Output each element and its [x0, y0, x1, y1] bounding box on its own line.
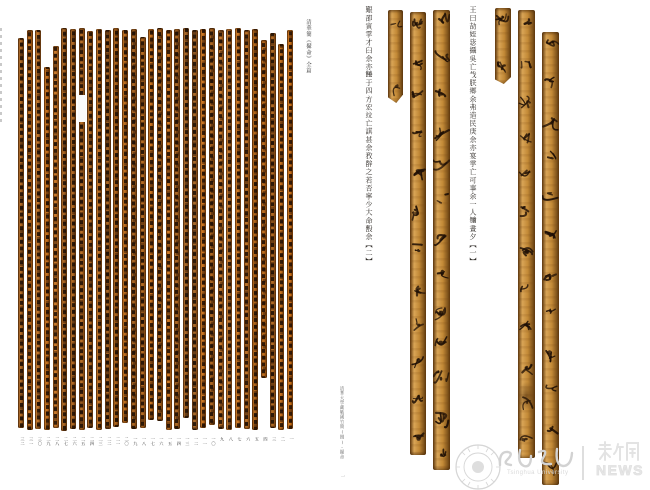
university-name-en: Tsinghua University — [507, 470, 569, 476]
transcription-column-1: 王曰劼姪毖攝吳亡𢦏朕鄉余弗造民庚余亦宴𩁹亡可事余一人𣍐晝夕【一】 — [469, 6, 477, 266]
tsinghua-news-watermark — [450, 438, 650, 490]
slip-number: 一 — [289, 437, 295, 442]
news-wordmark: NEWS — [596, 462, 644, 478]
slip-ink-glyphs — [388, 10, 403, 103]
slip-number: 二八 — [55, 437, 61, 446]
slip-stain — [518, 382, 535, 410]
panel-caption: 清華簡《攝命》全篇 — [305, 19, 311, 74]
book-imprint: 清華大學藏戰國竹簡(捌)・攝命 — [340, 386, 345, 460]
slip-number: 三 — [272, 437, 278, 442]
page-number: 一 — [341, 474, 346, 479]
slip-number: 二四 — [89, 437, 95, 446]
slip-ink-glyphs — [433, 10, 450, 470]
transcription-column-2: 艱卲寅𩁹才𦥑余亦𩜇于四方宏竝亡諆甚余敄辥之若否寧少大命毄余【二】 — [365, 6, 373, 266]
slip-number: 二五 — [81, 437, 87, 446]
slip-number: 一三 — [185, 437, 191, 446]
slip-number: 二二 — [107, 437, 113, 446]
enlarged-bamboo-slip — [518, 10, 535, 458]
slip-ink-glyphs — [410, 12, 426, 455]
bamboo-slip-fragment — [495, 8, 511, 84]
slip-number: 二〇 — [124, 437, 130, 446]
slip-ink-glyphs — [495, 8, 511, 84]
slip-number: 二 — [280, 437, 286, 442]
slip-number: 九 — [220, 437, 226, 442]
slip-number: 四 — [263, 437, 269, 442]
slip-number: 一二 — [194, 437, 200, 446]
slip-number: 五 — [254, 437, 260, 442]
slip-number: 一九 — [133, 437, 139, 446]
enlarged-bamboo-slip — [433, 10, 450, 470]
slip-number: 一八 — [142, 437, 148, 446]
enlarged-bamboo-slip — [542, 32, 559, 485]
slip-number: 六 — [246, 437, 252, 442]
slip-number: 三〇 — [37, 437, 43, 446]
news-zh-wordmark-icon — [596, 440, 640, 462]
slip-number: 一七 — [150, 437, 156, 446]
slip-ink-glyphs — [542, 32, 559, 485]
slip-number: 一六 — [159, 437, 165, 446]
slip-number: 二九 — [46, 437, 52, 446]
slip-number: 七 — [237, 437, 243, 442]
slip-number: 二六 — [72, 437, 78, 446]
slip-number: 一〇 — [211, 437, 217, 446]
enlarged-bamboo-slip — [410, 12, 426, 455]
slip-number: 八 — [228, 437, 234, 442]
slip-number: 二三 — [98, 437, 104, 446]
bamboo-slip-fragment — [388, 10, 403, 103]
slip-number: 二一 — [115, 437, 121, 446]
slip-number: 二七 — [63, 437, 69, 446]
slip-number: 三二 — [20, 437, 26, 446]
slip-number: 一五 — [168, 437, 174, 446]
slip-number: 一一 — [202, 437, 208, 446]
tsinghua-script-wordmark-icon — [495, 443, 575, 473]
slip-number: 三一 — [29, 437, 35, 446]
slip-number: 一四 — [176, 437, 182, 446]
watermark-divider-icon — [582, 446, 584, 480]
